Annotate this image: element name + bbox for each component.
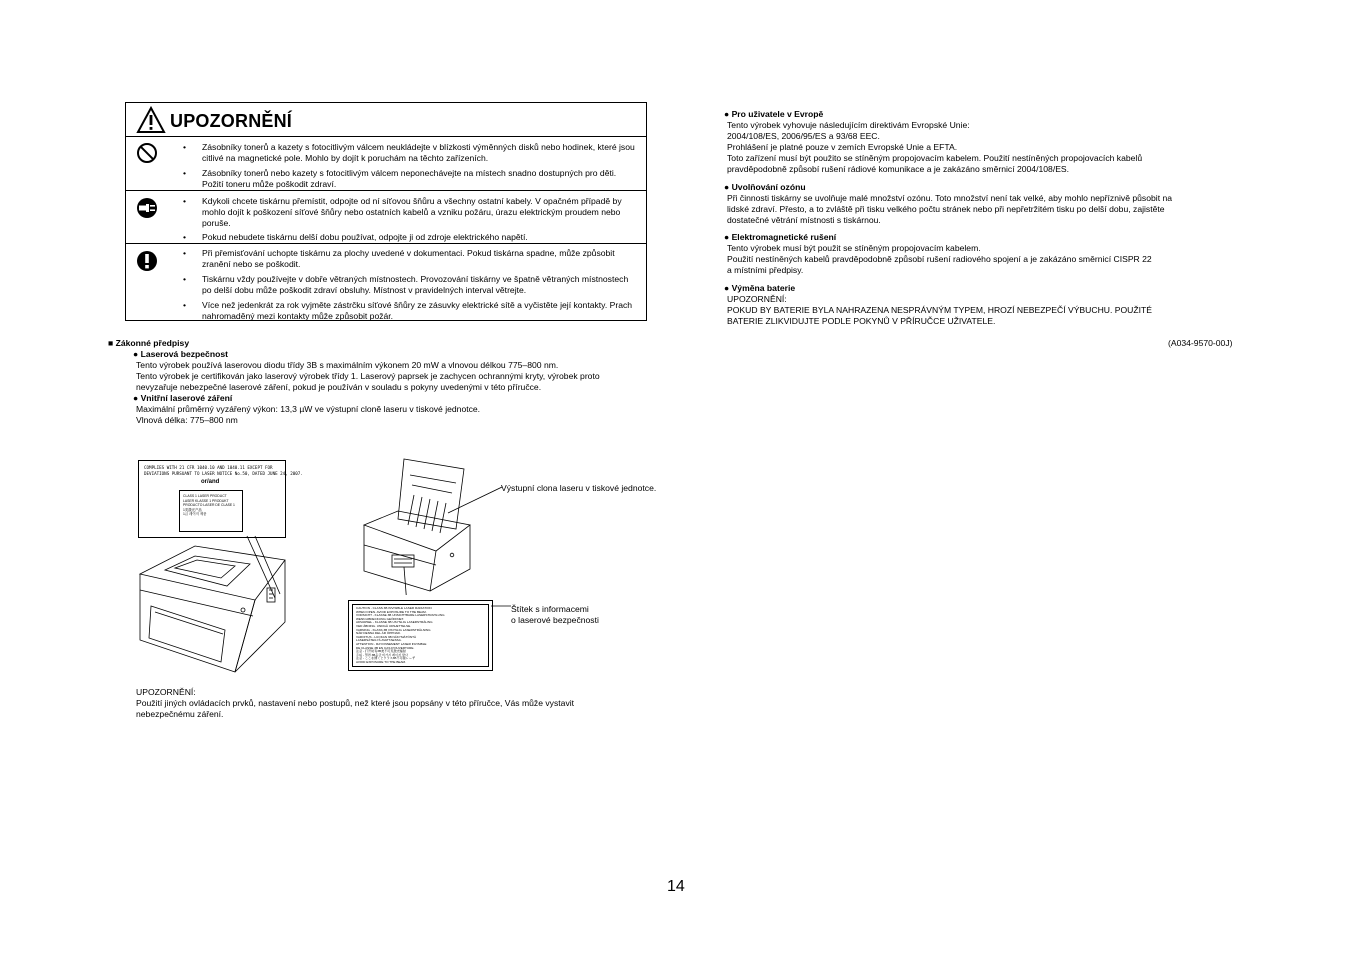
caution-row-mandatory: • Při přemisťování uchopte tiskárnu za plochy uvedené v dokumentaci. Pokud tiskárna spadne, může způsobit zranění nebo se poškodit. • Tiskárnu vždy používejte v dobře větraných místnostech. Provozování tiskárny ve špatně větraných místnostech po delší dobu může poškodit zdraví obsluhy. Místnost v pravidelných interval větrejte. • Více než jedenkrát za rok vyjměte zástrčku síťové šňůry ze zásuvky elektrické sítě a vyčistěte její kontakty. Prach nahromaděný mezi kontakty může způsobit požár. (126, 244, 646, 321)
laser-line: Tento výrobek je certifikován jako laserový výrobek třídy 1. Laserový paprsek je zachycen ochrannými kryty, výrobek proto (136, 371, 600, 381)
warning-line: VORSICHT - KLASSE 3B UNSICHTBARE LASERSTRAHLUNG (356, 613, 445, 618)
battery-heading: ● Výměna baterie (724, 283, 796, 293)
bottom-caution-line: Použití jiných ovládacích prvků, nastavení nebo postupů, než které jsou popsány v této příručce, Vás může vystavit (136, 698, 575, 708)
europe-line: Prohlášení je platné pouze v zemích Evropské Unie a EFTA. (727, 142, 958, 152)
caution-row-prohibition: • Zásobníky tonerů a kazety s fotocitlivým válcem neukládejte v blízkosti výměnných disků nebo hodinek, které jsou citlivé na magnetické pole. Mohlo by dojít k poruchám na těchto zařízeních. • Zásobníky tonerů nebo kazety s fotocitlivým válcem neponechávejte na místech snadno dostupných pro děti. Požití toneru může poškodit zdraví. (126, 137, 646, 191)
caution-row-unplug: • Kdykoli chcete tiskárnu přemístit, odpojte od ní síťovou šňůru a všechny ostatní kabely. V opačném případě by mohlo dojít k poškození síťové šňůry nebo ostatních kabelů a vzniku požáru, úrazu elektrickým proudem nebo poruše. • Pokud nebudete tiskárnu delší dobu používat, odpojte ji od zdroje elektrického napětí. (126, 191, 646, 244)
class1-line: 1급 레이저 제품 (183, 512, 207, 516)
europe-heading: ● Pro uživatele v Evropě (724, 109, 824, 119)
europe-line: Toto zařízení musí být použito se stíněným propojovacím kabelem. Použití nestíněných propojovacích kabelů (727, 153, 1143, 163)
ozone-line: Při činnosti tiskárny se uvolňuje malé množství ozónu. Toto množství není tak velké, aby mohlo nepříznivě působit na (727, 193, 1173, 203)
warning-line: CAUTION - CLASS 3B INVISIBLE LASER RADIATION (356, 606, 432, 610)
laser-line: Tento výrobek používá laserovou diodu třídy 3B s maximálním výkonem 20 mW a vlnovou délkou 775–800 nm. (136, 360, 559, 370)
warning-line: 注意 - 打开时有3B类不可见激光辐射 (356, 649, 406, 654)
warning-line: WHEN OPEN. AVOID EXPOSURE TO THE BEAM. (356, 609, 427, 614)
caution-title: UPOZORNĚNÍ (170, 111, 293, 131)
legal-heading: ■ Zákonné předpisy (108, 338, 190, 348)
warning-line: ATTENTION - RAYONNEMENT LASER INVISIBLE (356, 642, 427, 646)
document-code: (A034-9570-00J) (1168, 338, 1233, 348)
prohibition-icon (136, 142, 158, 164)
laser-label-warning (348, 600, 493, 671)
printer-open-illustration (352, 455, 502, 595)
callout-label-line: o laserové bezpečnosti (511, 615, 599, 625)
warning-line: AVOID EXPOSURE TO THE BEAM. (356, 660, 406, 664)
laser-safety-heading: ● Laserová bezpečnost (133, 349, 228, 359)
laser-label-us (138, 460, 303, 538)
ozone-line: dostatečné větrání místnosti s tiskárnou. (727, 215, 881, 225)
ozone-line: lidské zdraví. Přesto, a to zvláště při tisku velkého počtu stránek nebo při nepřetržitém tisku po delší dobu, zajistěte (727, 204, 1165, 214)
europe-line: pravděpodobně způsobí rušení rádiové komunikace a je zakázáno směrnicí 2004/108/ES. (727, 164, 1070, 174)
warning-line: LASERSÄTEILYÄ AVATTAESSA. (356, 638, 402, 643)
ozone-heading: ● Uvolňování ozónu (724, 182, 806, 192)
mandatory-icon (136, 250, 158, 272)
battery-line: POKUD BY BATERIE BYLA NAHRAZENA NESPRÁVNÝM TYPEM, HROZÍ NEBEZPEČÍ VÝBUCHU. POUŽITÉ (727, 305, 1153, 315)
emc-line: a místními předpisy. (727, 265, 804, 275)
emc-line: Tento výrobek musí být použit se stíněným propojovacím kabelem. (727, 243, 981, 253)
warning-line: VED ÅBNING. UNDGÅ UDSÆTTELSE. (356, 624, 412, 628)
callout-leader-line (491, 603, 513, 609)
emc-line: Použití nestíněných kabelů pravděpodobně způsobí rušení radiového spojení a je zakázáno směrnicí CISPR 22 (727, 254, 1152, 264)
warning-line: 주의 - 열면 3B등급 비가시 레이저 방사 (356, 652, 408, 657)
caution-table (125, 102, 647, 321)
warning-line: VARNING - KLASS 3B OSYNLIG LASERSTRÅLNING (356, 627, 431, 632)
class1-line: 1类激光产品 (183, 507, 202, 512)
battery-line: BATERIE ZLIKVIDUJTE PODLE POKYNŮ V PŘÍRUČCE UŽIVATELE. (727, 316, 996, 326)
callout-aperture: Výstupní clona laseru v tiskové jednotce. (501, 483, 657, 493)
class1-line: LASER KLASSE 1 PRODUKT (183, 498, 229, 503)
europe-line: 2004/108/ES, 2006/95/ES a 93/68 EEC. (727, 131, 880, 141)
bottom-caution-line: nebezpečnému záření. (136, 709, 224, 719)
bottom-caution-title: UPOZORNĚNÍ: (136, 687, 196, 697)
printer-closed-illustration (135, 530, 295, 678)
internal-line: Maximální průměrný vyzářený výkon: 13,3 µW ve výstupní cloně laseru v tiskové jednotce. (136, 404, 481, 414)
callout-label-line: Štítek s informacemi (511, 604, 589, 614)
class1-line: CLASS 1 LASER PRODUCT (183, 494, 227, 498)
class1-line: PRODUCTO LASER DE CLASE 1 (183, 503, 235, 507)
unplug-icon (136, 197, 158, 219)
label-or-and: or/and (201, 479, 220, 485)
warning-line: DE CLASSE 3B EN CAS D'OUVERTURE. (356, 645, 415, 650)
internal-laser-heading: ● Vnitřní laserové záření (133, 393, 233, 403)
laser-line: nevyzařuje nebezpečné laserové záření, pokud je používán v souladu s pokyny uvedenými v této příručce. (136, 382, 542, 392)
emc-heading: ● Elektromagnetické rušení (724, 232, 837, 242)
warning-line: VAROITUS - LUOKAN 3B NÄKYMÄTÖNTÄ (356, 634, 417, 639)
warning-line: NÄR DENNA DEL ÄR ÖPPNAD. (356, 631, 401, 636)
warning-line: 注意 - ここを開くとクラス3B不可視レーザ (356, 656, 416, 661)
label-compliance-line: COMPLIES WITH 21 CFR 1040.10 AND 1040.11 EXCEPT FOR (144, 465, 273, 470)
page-number: 14 (667, 878, 685, 895)
internal-line: Vlnová délka: 775–800 nm (136, 415, 238, 425)
label-compliance-line: DEVIATIONS PURSUANT TO LASER NOTICE No.50, DATED JUNE 24, 2007. (144, 471, 303, 476)
class1-label (179, 490, 243, 532)
warning-line: ADVARSEL - KLASSE 3B USYNLIG LASERSTRÅLING (356, 620, 433, 625)
battery-line: UPOZORNĚNÍ: (727, 294, 787, 304)
warning-label-inner (352, 604, 489, 667)
caution-header (126, 103, 646, 137)
warning-triangle-icon (136, 106, 166, 134)
warning-line: WENN ABDECKUNG GEÖFFNET. (356, 616, 404, 621)
europe-line: Tento výrobek vyhovuje následujícím direktivám Evropské Unie: (727, 120, 970, 130)
